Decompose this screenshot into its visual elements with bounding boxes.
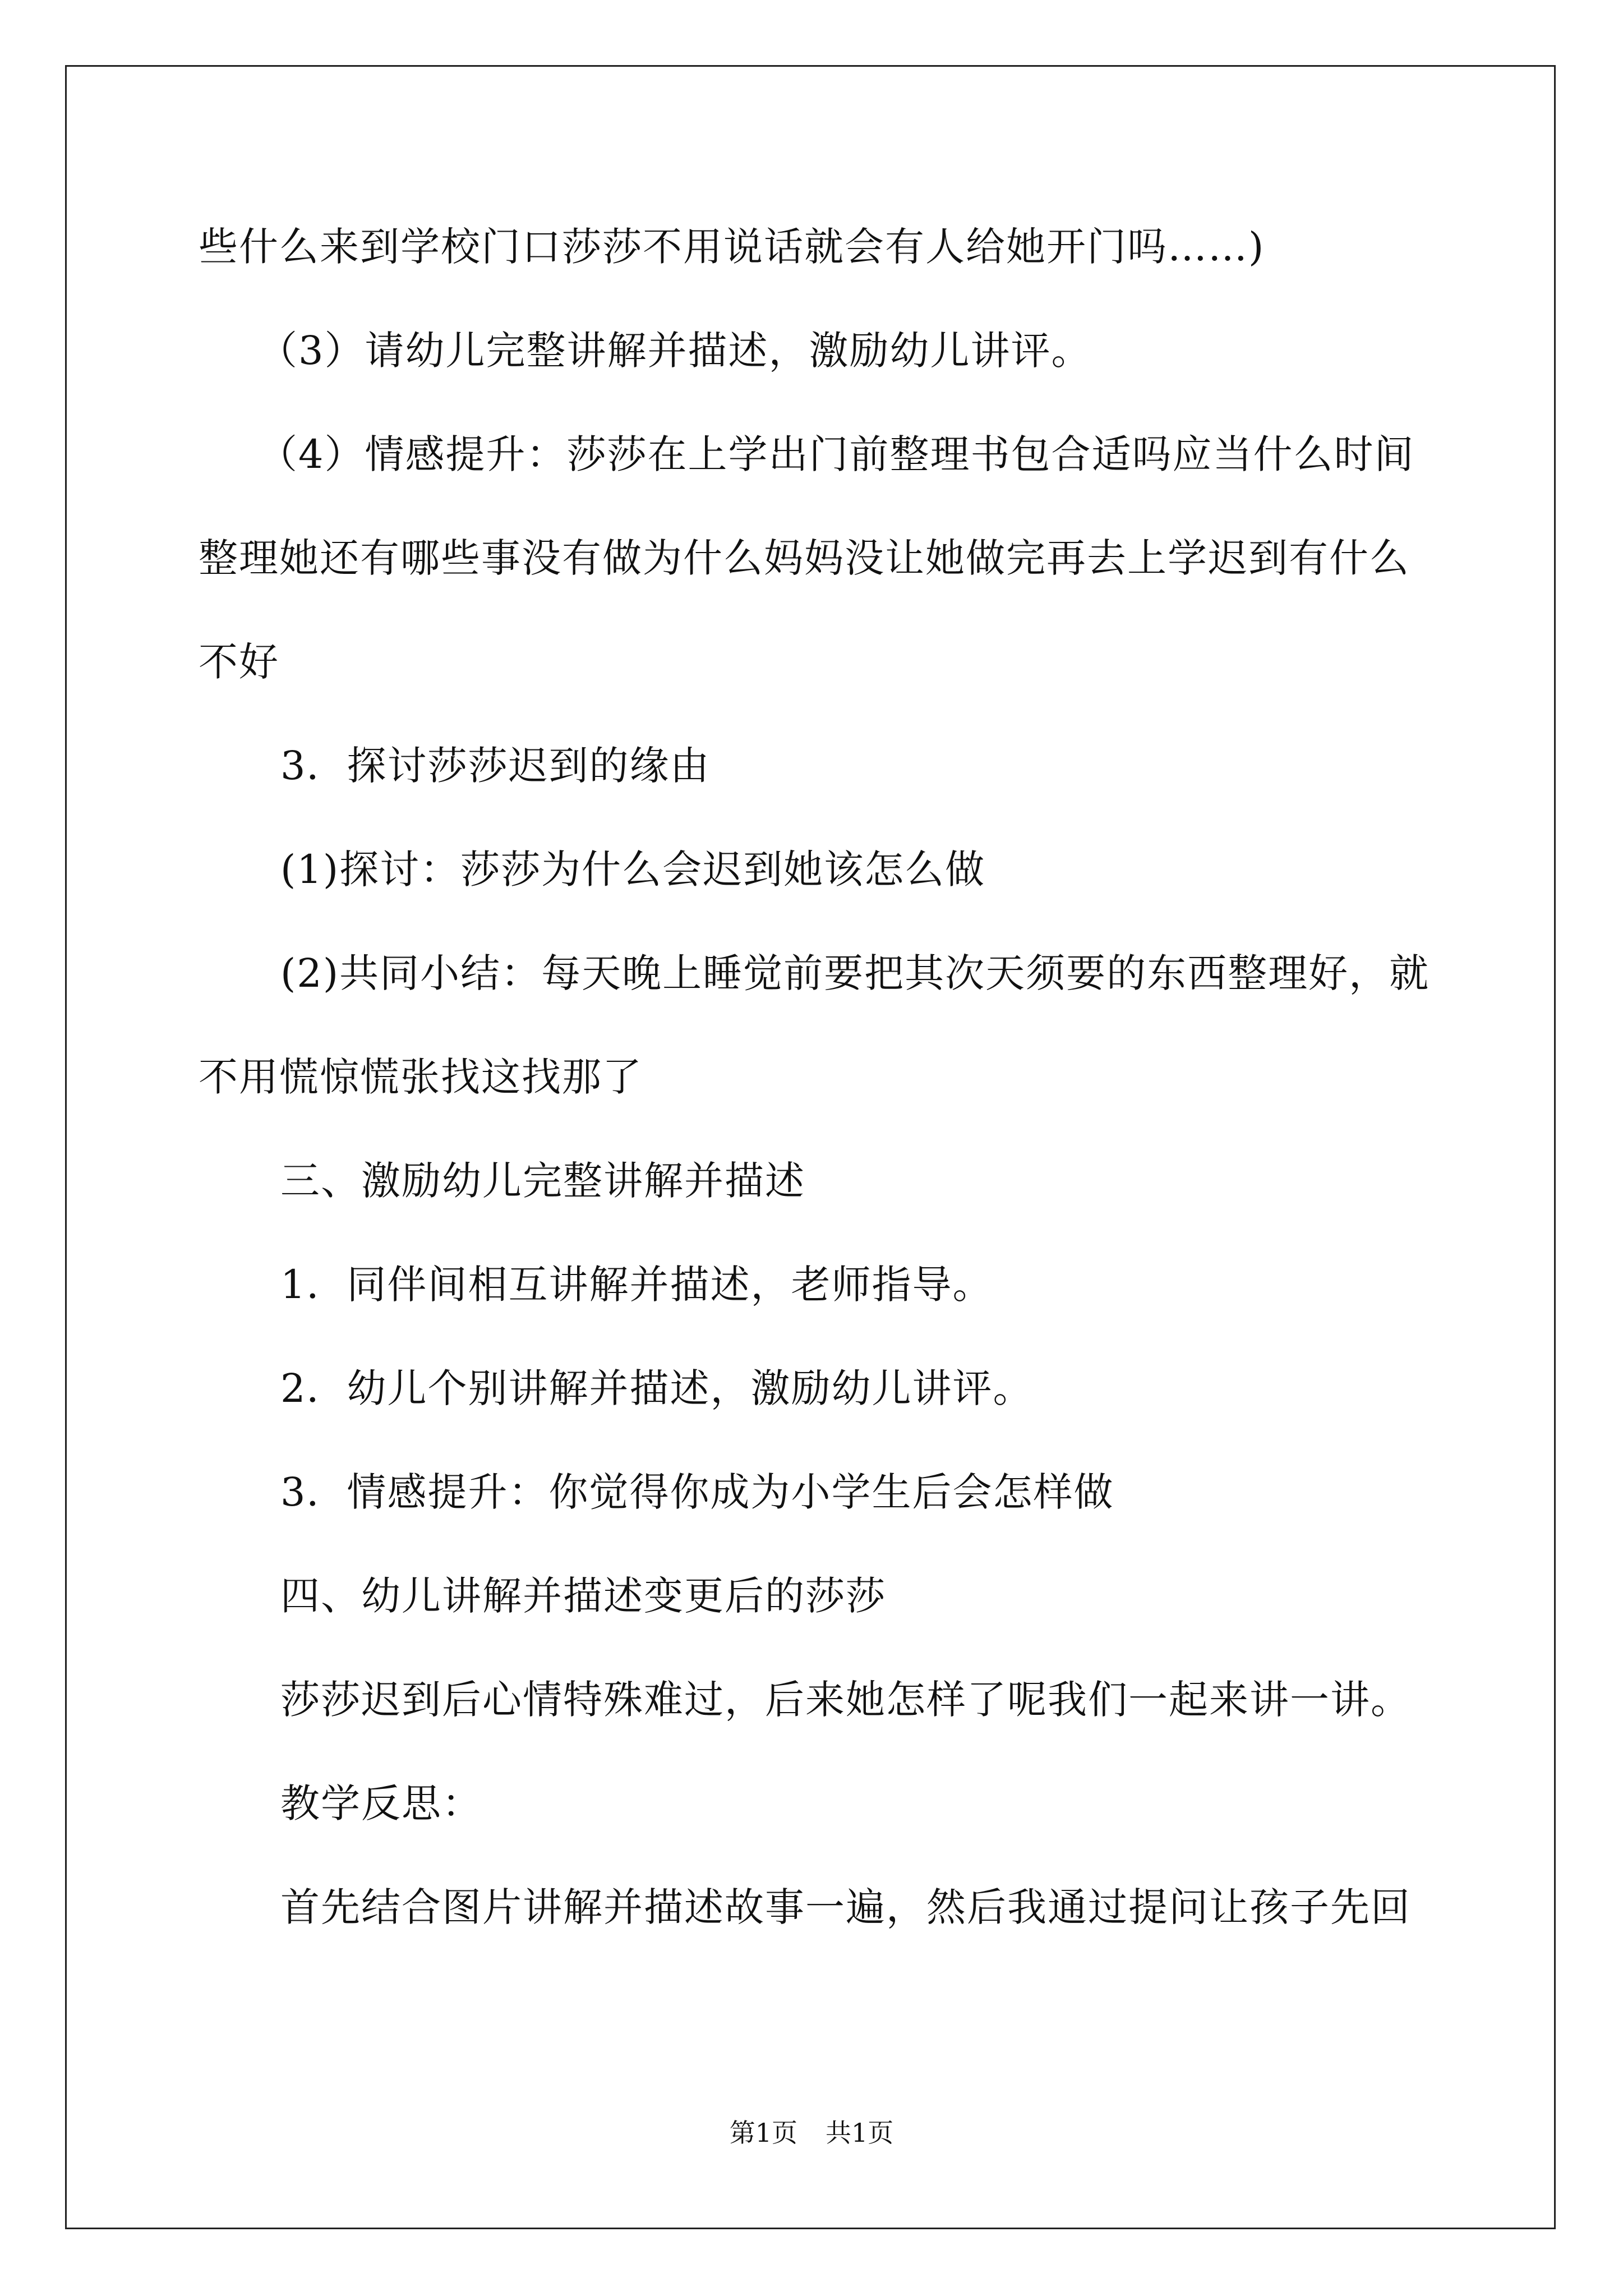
text-line: 首先结合图片讲解并描述故事一遍，然后我通过提问让孩子先回 — [280, 1884, 1411, 1930]
text-line: （4）情感提升：莎莎在上学出门前整理书包合适吗应当什么时间 — [258, 431, 1415, 477]
section-heading: 教学反思： — [280, 1780, 482, 1826]
text-line: （3）请幼儿完整讲解并描述，激励幼儿讲评。 — [258, 328, 1092, 374]
text-line: 1．同伴间相互讲解并描述，老师指导。 — [280, 1262, 993, 1308]
text-line: 3．情感提升：你觉得你成为小学生后会怎样做 — [280, 1469, 1114, 1515]
text-line: 2．幼儿个别讲解并描述，激励幼儿讲评。 — [280, 1365, 1034, 1411]
text-line: 不好 — [199, 639, 279, 685]
page-number-total: 共1页 — [826, 2118, 894, 2148]
text-line: 整理她还有哪些事没有做为什么妈妈没让她做完再去上学迟到有什么 — [199, 535, 1410, 581]
text-line: 莎莎迟到后心情特殊难过，后来她怎样了呢我们一起来讲一讲。 — [280, 1677, 1411, 1723]
page-footer — [0, 2116, 1623, 2150]
page-number-current: 第1页 — [729, 2118, 797, 2148]
text-line: (2)共同小结：每天晚上睡觉前要把其次天须要的东西整理好，就 — [280, 950, 1430, 996]
section-heading: 三、激励幼儿完整讲解并描述 — [280, 1158, 805, 1204]
text-line: 些什么来到学校门口莎莎不用说话就会有人给她开门吗……) — [199, 224, 1265, 270]
section-heading: 3．探讨莎莎迟到的缘由 — [280, 743, 711, 789]
section-heading: 四、幼儿讲解并描述变更后的莎莎 — [280, 1573, 886, 1619]
text-line: (1)探讨：莎莎为什么会迟到她该怎么做 — [280, 846, 986, 892]
text-line: 不用慌惊慌张找这找那了 — [199, 1054, 643, 1100]
